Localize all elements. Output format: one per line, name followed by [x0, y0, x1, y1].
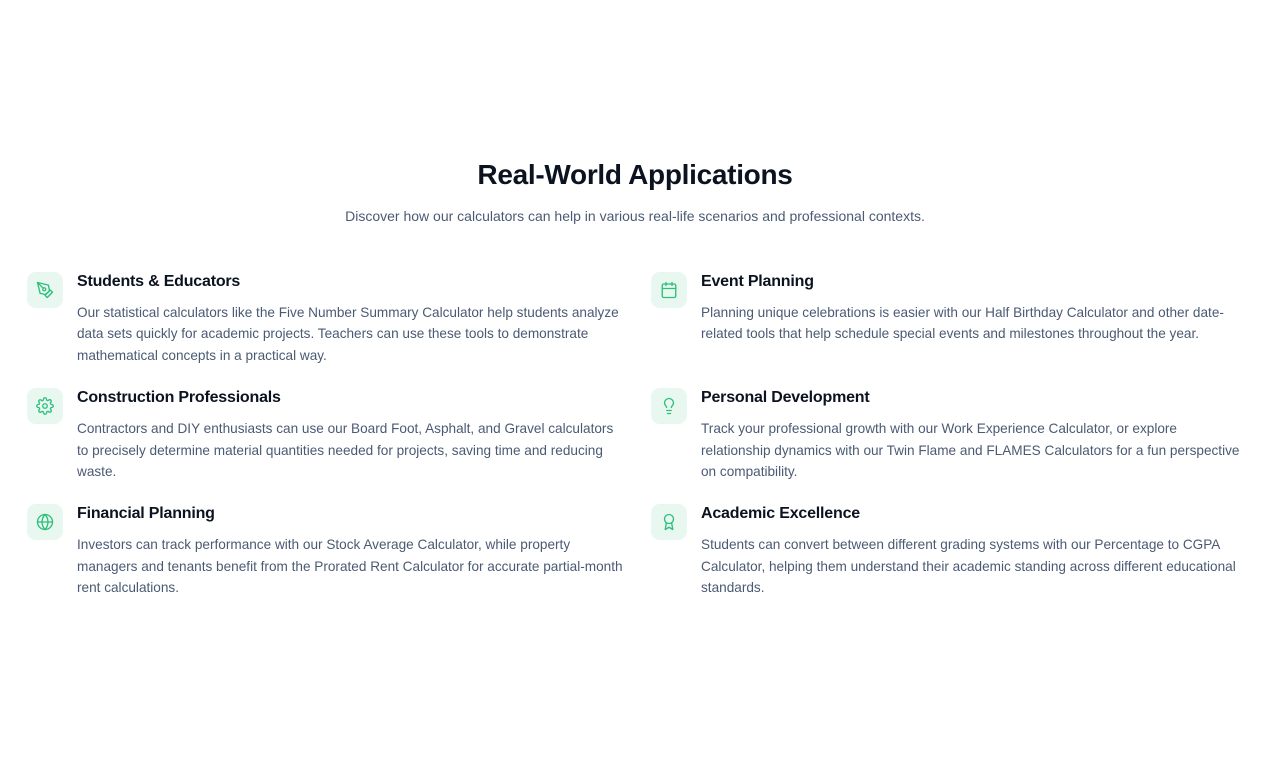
- application-card-students-educators: [27, 272, 625, 366]
- application-description: Track your professional growth with our Work Experience Calculator, or explore relationship dynamics with our Twin Flame and FLAMES Calculators for a fun perspective on compatibility.: [701, 421, 1240, 480]
- application-description: Planning unique celebrations is easier with our Half Birthday Calculator and other date-related tools that help schedule special events and milestones throughout the year.: [701, 305, 1224, 342]
- application-card-financial-planning: [27, 504, 625, 598]
- application-card-construction-professionals: [27, 388, 625, 482]
- application-title: Students & Educators: [77, 273, 241, 290]
- application-description: Contractors and DIY enthusiasts can use our Board Foot, Asphalt, and Gravel calculators to precisely determine material quantities needed for projects, saving time and reducing waste.: [77, 421, 614, 480]
- application-card-personal-development: [651, 388, 1249, 482]
- application-title: Construction Professionals: [77, 389, 281, 407]
- applications-grid: [27, 272, 1243, 599]
- application-title: Event Planning: [701, 273, 814, 290]
- section-title: Real-World Applications: [477, 159, 793, 190]
- application-card-academic-excellence: [651, 504, 1249, 598]
- globe-icon: [27, 504, 63, 540]
- application-title: Academic Excellence: [701, 505, 860, 523]
- application-description: Investors can track performance with our Stock Average Calculator, while property managers and tenants benefit from the Prorated Rent Calculator for accurate partial-month rent calculations.: [77, 537, 623, 596]
- section-subtitle: Discover how our calculators can help in various real-life scenarios and professional contexts.: [345, 208, 925, 224]
- application-card-event-planning: [651, 272, 1249, 366]
- gear-icon: [27, 388, 63, 424]
- application-description: Students can convert between different grading systems with our Percentage to CGPA Calculator, helping them understand their academic standing across different educational standards.: [701, 537, 1236, 596]
- application-description: Our statistical calculators like the Five Number Summary Calculator help students analyze data sets quickly for academic projects. Teachers can use these tools to demonstrate mathematical concepts in a practical way.: [77, 305, 619, 363]
- application-title: Financial Planning: [77, 505, 215, 523]
- award-icon: [651, 504, 687, 540]
- pen-tool-icon: [27, 272, 63, 308]
- lightbulb-icon: [651, 388, 687, 424]
- calendar-icon: [651, 272, 687, 308]
- application-title: Personal Development: [701, 389, 870, 407]
